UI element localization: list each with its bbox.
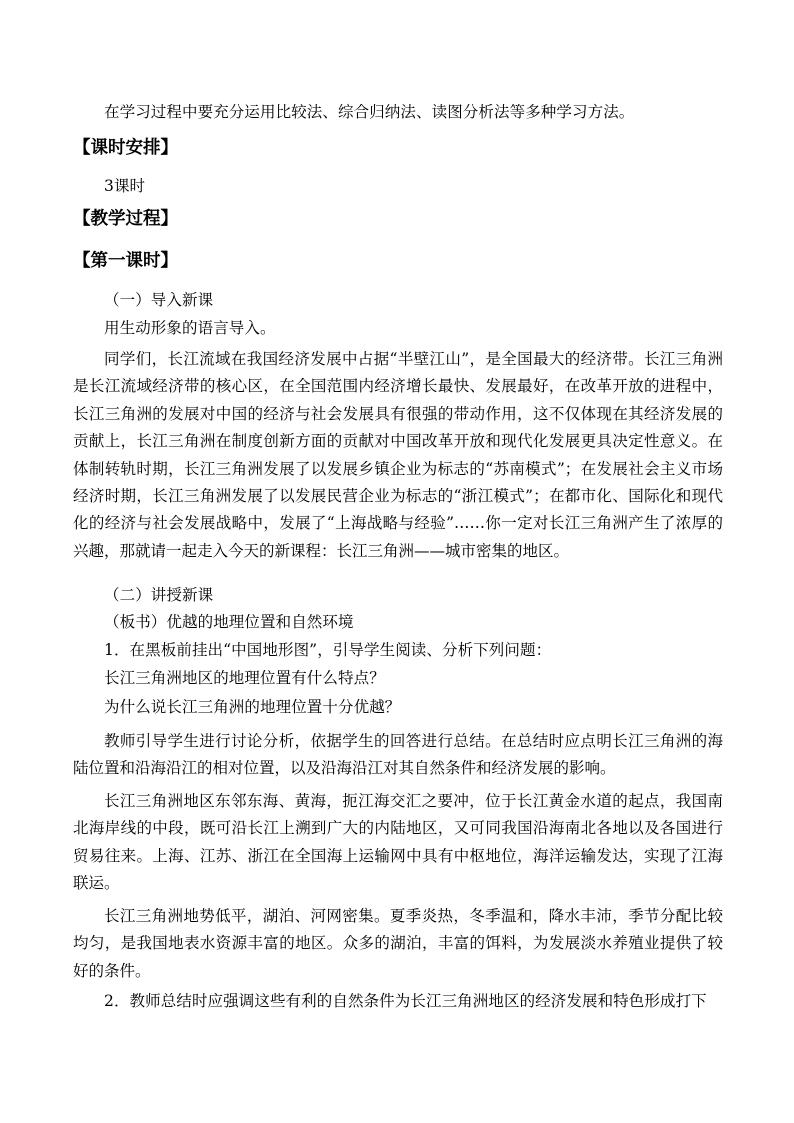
paragraph-intro: 同学们，长江流域在我国经济发展中占据“半壁江山”，是全国最大的经济带。长江三角洲是长江流域经济带的核心区，在全国范围内经济增长最快、发展最好，在改革开放的进程中，长江三角洲的发展对中国的经济与社会发展具有很强的带动作用，这不仅体现在其经济发展的贡献上，长江三角洲在制度创新方面的贡献对中国改革开放和现代化发展更具决定性意义。在体制转轨时期，长江三角洲发展了以发展乡镇企业为标志的“苏南模式”；在发展社会主义市场经济时期，长江三角洲发展了以发展民营企业为标志的“浙江模式”；在都市化、国际化和现代化的经济与社会发展战略中，发展了“上海战略与经验”……你一定对长江三角洲产生了浓厚的兴趣，那就请一起走入今天的新课程：长江三角洲——城市密集的地区。 — [73, 350, 723, 560]
paragraph-teacher: 教师引导学生进行讨论分析，依据学生的回答进行总结。在总结时应点明长江三角洲的海陆位置和沿海沿江的相对位置，以及沿海沿江对其自然条件和经济发展的影响。 — [73, 732, 723, 778]
schedule-value: 3课时 — [104, 177, 146, 195]
paragraph-location: 长江三角洲地区东邻东海、黄海，扼江海交汇之要冲，位于长江黄金水道的起点，我国南北海岸线的中段，既可沿长江上溯到广大的内陆地区，又可同我国沿海南北各地以及各国进行贸易往来。上海、江苏、浙江在全国海上运输网中具有中枢地位，海洋运输发达，实现了江海联运。 — [73, 792, 723, 893]
item-1: 1．在黑板前挂出“中国地形图”，引导学生阅读、分析下列问题： — [104, 641, 552, 659]
board-note: （板书）优越的地理位置和自然环境 — [104, 613, 354, 631]
question-1: 长江三角洲地区的地理位置有什么特点？ — [104, 669, 385, 687]
question-2: 为什么说长江三角洲的地理位置十分优越？ — [104, 698, 401, 716]
section1-title: （一）导入新课 — [104, 291, 214, 309]
section2-title: （二）讲授新课 — [104, 586, 214, 604]
heading-schedule: 【课时安排】 — [73, 138, 178, 158]
paragraph-nature: 长江三角洲地势低平，湖泊、河网密集。夏季炎热，冬季温和，降水丰沛，季节分配比较均匀，是我国地表水资源丰富的地区。众多的湖泊，丰富的饵料，为发展淡水养殖业提供了较好的条件。 — [73, 907, 723, 980]
heading-lesson1: 【第一课时】 — [73, 251, 178, 271]
heading-process: 【教学过程】 — [73, 209, 178, 229]
item-2: 2．教师总结时应强调这些有利的自然条件为长江三角洲地区的经济发展和特色形成打下 — [104, 992, 707, 1010]
section1-method: 用生动形象的语言导入。 — [104, 319, 276, 337]
intro-line: 在学习过程中要充分运用比较法、综合归纳法、读图分析法等多种学习方法。 — [104, 103, 635, 121]
